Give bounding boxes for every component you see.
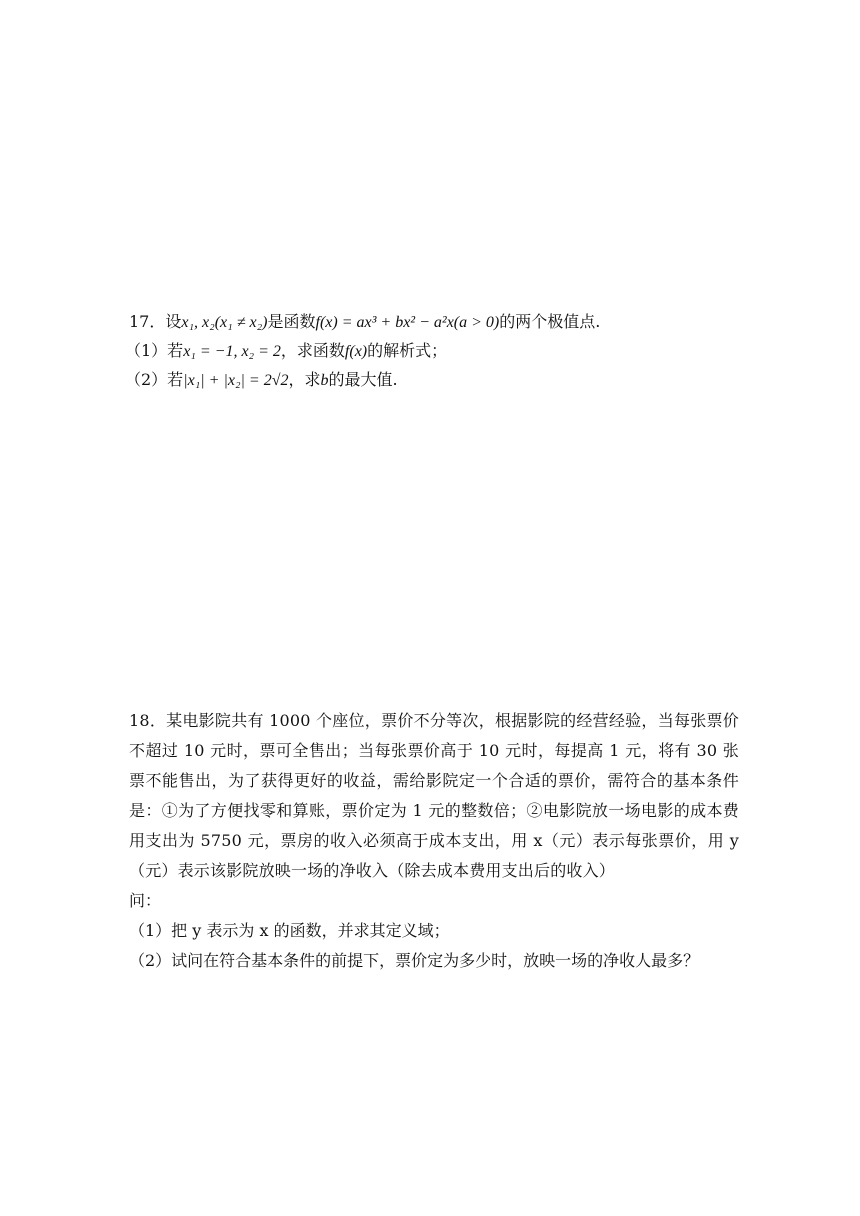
stem-mid: 是函数 bbox=[267, 312, 316, 331]
question-18-ask: 问： bbox=[129, 891, 162, 910]
stem-suffix: 的两个极值点. bbox=[499, 312, 601, 331]
question-number: 17． bbox=[129, 312, 166, 331]
stem-prefix: 设 bbox=[165, 312, 182, 331]
question-17-part-1 bbox=[125, 336, 745, 365]
question-17 bbox=[125, 307, 745, 394]
stem-function: f(x) = ax³ + bx² − a²x(a > 0) bbox=[315, 314, 500, 331]
part2-suffix: 的最大值. bbox=[328, 370, 398, 389]
question-18-part-1: （1）把 y 表示为 x 的函数，并求其定义域； bbox=[129, 921, 450, 940]
part2-prefix: （2）若 bbox=[125, 370, 184, 389]
part2-mid: ，求 bbox=[288, 370, 321, 389]
part1-mid: ，求函数 bbox=[280, 341, 345, 360]
part1-function: f(x) bbox=[344, 343, 368, 360]
part2-math: |x₁| + |x₂| = 2√2 bbox=[183, 372, 289, 389]
stem-math: x₁, x₂(x₁ ≠ x₂) bbox=[181, 314, 268, 331]
part1-math: x₁ = −1, x₂ = 2 bbox=[183, 343, 281, 360]
part2-variable: b bbox=[320, 372, 329, 389]
question-17-part-2 bbox=[125, 365, 745, 394]
part1-suffix: 的解析式； bbox=[367, 341, 448, 360]
question-18-stem: 18．某电影院共有 1000 个座位，票价不分等次，根据影院的经营经验，当每张票价不超过 10 元时，票可全售出；当每张票价高于 10 元时，每提高 1 元，将有 30 张票不能售出，为了获得更好的收益，需给影院定一个合适的票价，需符合的基本条件是：①为了方便找零和算账，票价定为 1 元的整数倍；②电影院放一场电影的成本费用支出为 5750 元，票房的收入必须高于成本支出，用 x（元）表示每张票价，用 y（元）表示该影院放映一场的净收入（除去成本费用支出后的收入） bbox=[129, 711, 739, 880]
question-17-stem bbox=[125, 307, 745, 336]
question-18-part-2: （2）试问在符合基本条件的前提下，票价定为多少时，放映一场的净收人最多？ bbox=[129, 951, 700, 970]
part1-prefix: （1）若 bbox=[125, 341, 184, 360]
question-18 bbox=[129, 706, 739, 976]
